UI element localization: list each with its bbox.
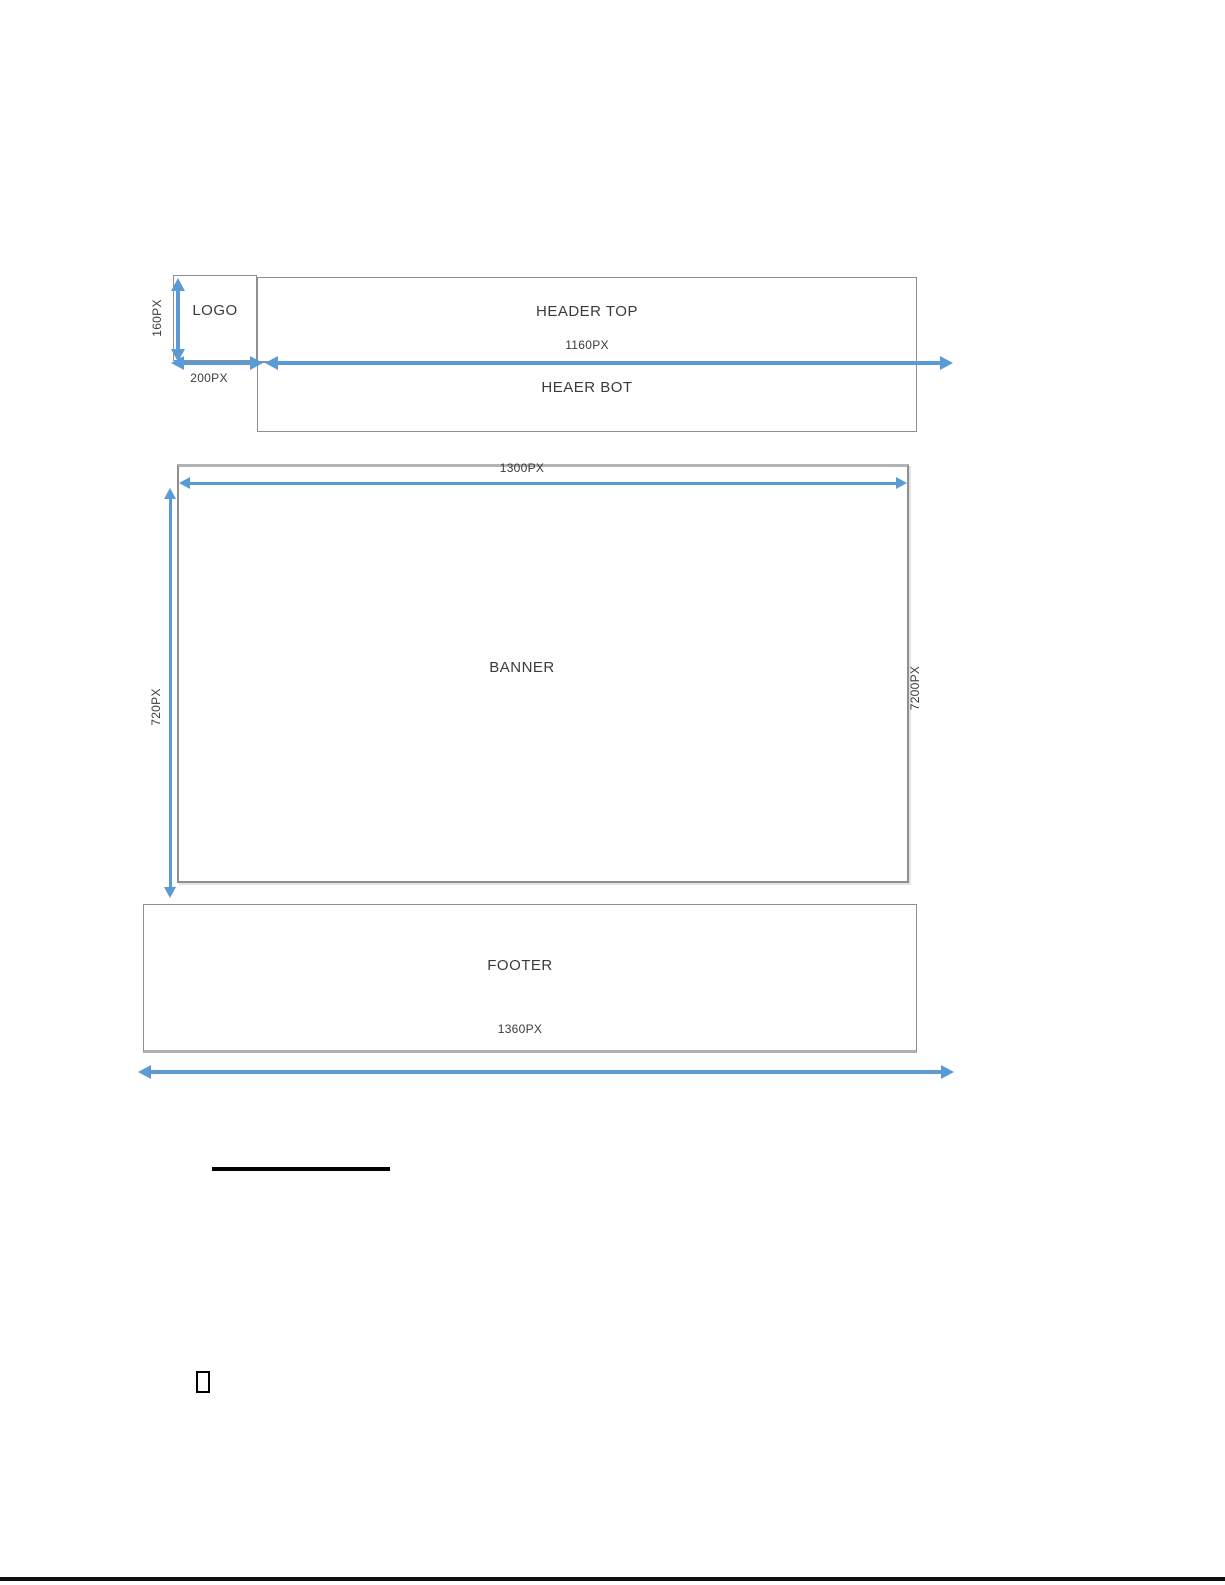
blank-underline <box>212 1167 390 1171</box>
banner-height-arrow-icon <box>163 488 177 898</box>
arrow-right-icon <box>896 477 907 489</box>
footer-label: FOOTER <box>487 957 553 974</box>
banner-height-right-label: 7200PX <box>908 665 922 711</box>
banner-width-label: 1300PX <box>499 461 545 475</box>
logo-height-label: 160PX <box>150 299 164 337</box>
arrow-right-icon <box>940 356 953 370</box>
header-top-width-label: 1160PX <box>565 338 609 352</box>
footer-width-arrow-icon <box>138 1064 954 1080</box>
arrow-right-icon <box>941 1065 954 1079</box>
header-bottom-box <box>257 362 917 432</box>
header-width-arrow-icon <box>265 356 953 370</box>
logo-width-label: 200PX <box>190 371 228 385</box>
header-top-box <box>257 277 917 362</box>
logo-label: LOGO <box>192 302 238 319</box>
banner-height-left-label: 720PX <box>149 688 163 726</box>
logo-width-arrow-icon <box>171 356 263 370</box>
arrow-down-icon <box>164 887 176 898</box>
logo-height-arrow-icon <box>171 278 185 362</box>
banner-label: BANNER <box>489 659 555 676</box>
footer-width-label: 1360PX <box>497 1022 543 1036</box>
arrow-right-icon <box>250 356 263 370</box>
header-bottom-label: HEAER BOT <box>541 379 633 396</box>
banner-width-arrow-icon <box>179 476 907 490</box>
header-top-label: HEADER TOP <box>536 303 638 320</box>
logo-box <box>173 275 257 361</box>
footer-box <box>143 904 917 1053</box>
page-bottom-border <box>0 1577 1225 1581</box>
missing-character-icon <box>196 1371 210 1393</box>
